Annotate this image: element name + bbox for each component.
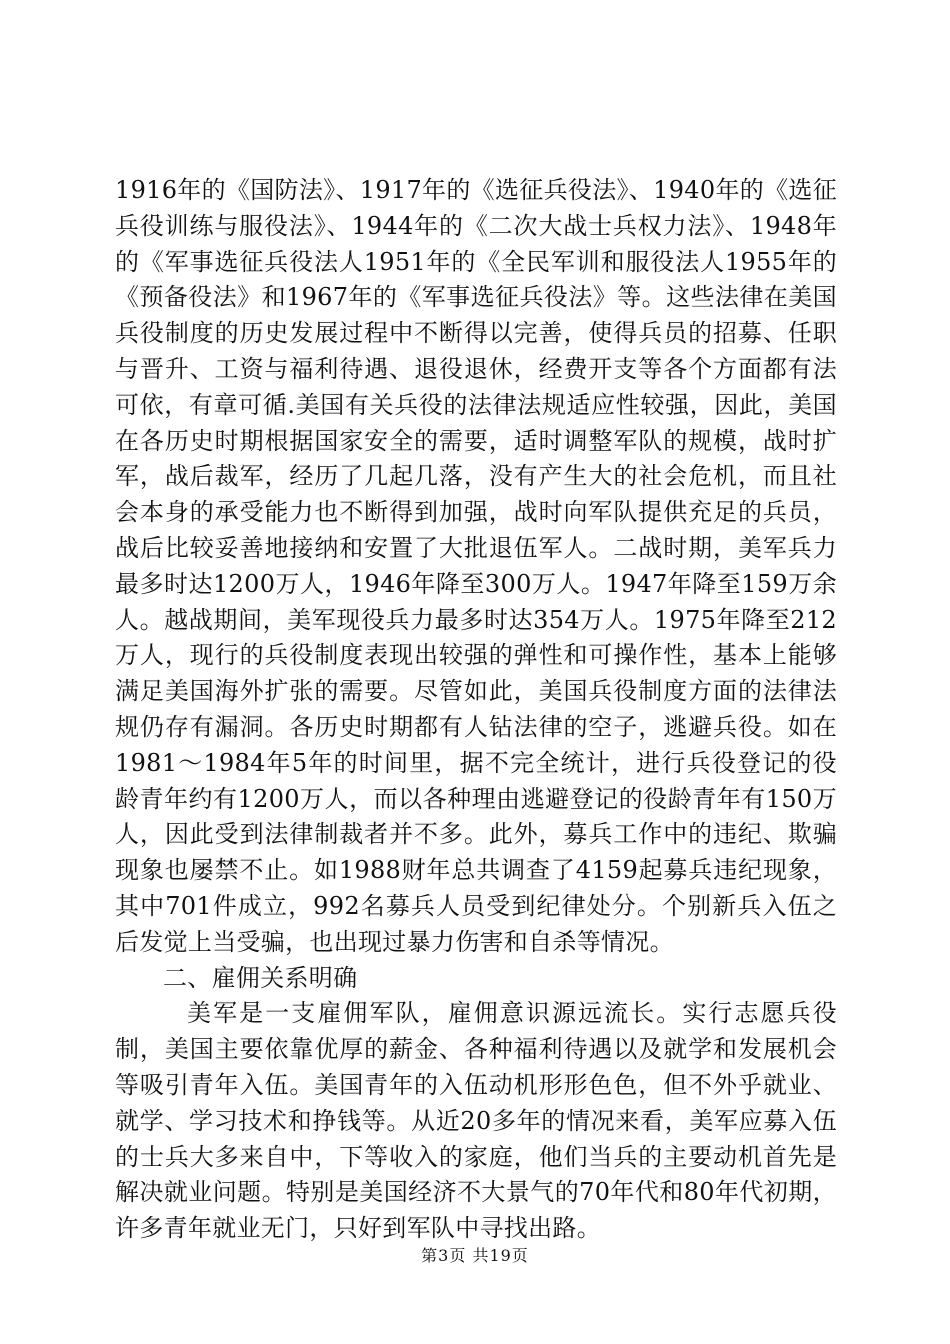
section-heading: 二、雇佣关系明确 bbox=[163, 963, 358, 992]
document-body bbox=[115, 173, 837, 1247]
body-paragraph-continued: 1916年的《国防法》、1917年的《选征兵役法》、1940年的《选征兵役训练与服役法》、1944年的《二次大战士兵权力法》、1948年的《军事选征兵役法人1951年的《全民军训和服役法人1955年的《预备役法》和1967年的《军事选征兵役法》等。这些法律在美国兵役制度的历史发展过程中不断得以完善，使得兵员的招募、任职与晋升、工资与福利待遇、退役退休，经费开支等各个方面都有法可依，有章可循.美国有关兵役的法律法规适应性较强，因此，美国在各历史时期根据国家安全的需要，适时调整军队的规模，战时扩军，战后裁军，经历了几起几落，没有产生大的社会危机，而且社会本身的承受能力也不断得到加强，战时向军队提供充足的兵员，战后比较妥善地接纳和安置了大批退伍军人。二战时期，美军兵力最多时达1200万人，1946年降至300万人。1947年降至159万余人。越战期间，美军现役兵力最多时达354万人。1975年降至212万人，现行的兵役制度表现出较强的弹性和可操作性，基本上能够满足美国海外扩张的需要。尽管如此，美国兵役制度方面的法律法规仍存有漏洞。各历史时期都有人钻法律的空子，逃避兵役。如在1981～1984年5年的时间里，据不完全统计，进行兵役登记的役龄青年约有1200万人，而以各种理由逃避登记的役龄青年有150万人，因此受到法律制裁者并不多。此外，募兵工作中的违纪、欺骗现象也屡禁不止。如1988财年总共调查了4159起募兵违纪现象，其中701件成立，992名募兵人员受到纪律处分。个别新兵入伍之后发觉上当受骗，也出现过暴力伤害和自杀等情况。 bbox=[115, 176, 837, 956]
page-number-footer: 第3页 共19页 bbox=[421, 1246, 529, 1265]
body-paragraph: 美军是一支雇佣军队，雇佣意识源远流长。实行志愿兵役制，美国主要依靠优厚的薪金、各种福利待遇以及就学和发展机会等吸引青年入伍。美国青年的入伍动机形形色色，但不外乎就业、就学、学习技术和挣钱等。从近20多年的情况来看，美军应募入伍的士兵大多来自中，下等收入的家庭，他们当兵的主要动机首先是解决就业问题。特别是美国经济不大景气的70年代和80年代初期，许多青年就业无门，只好到军队中寻找出路。 bbox=[115, 999, 837, 1243]
